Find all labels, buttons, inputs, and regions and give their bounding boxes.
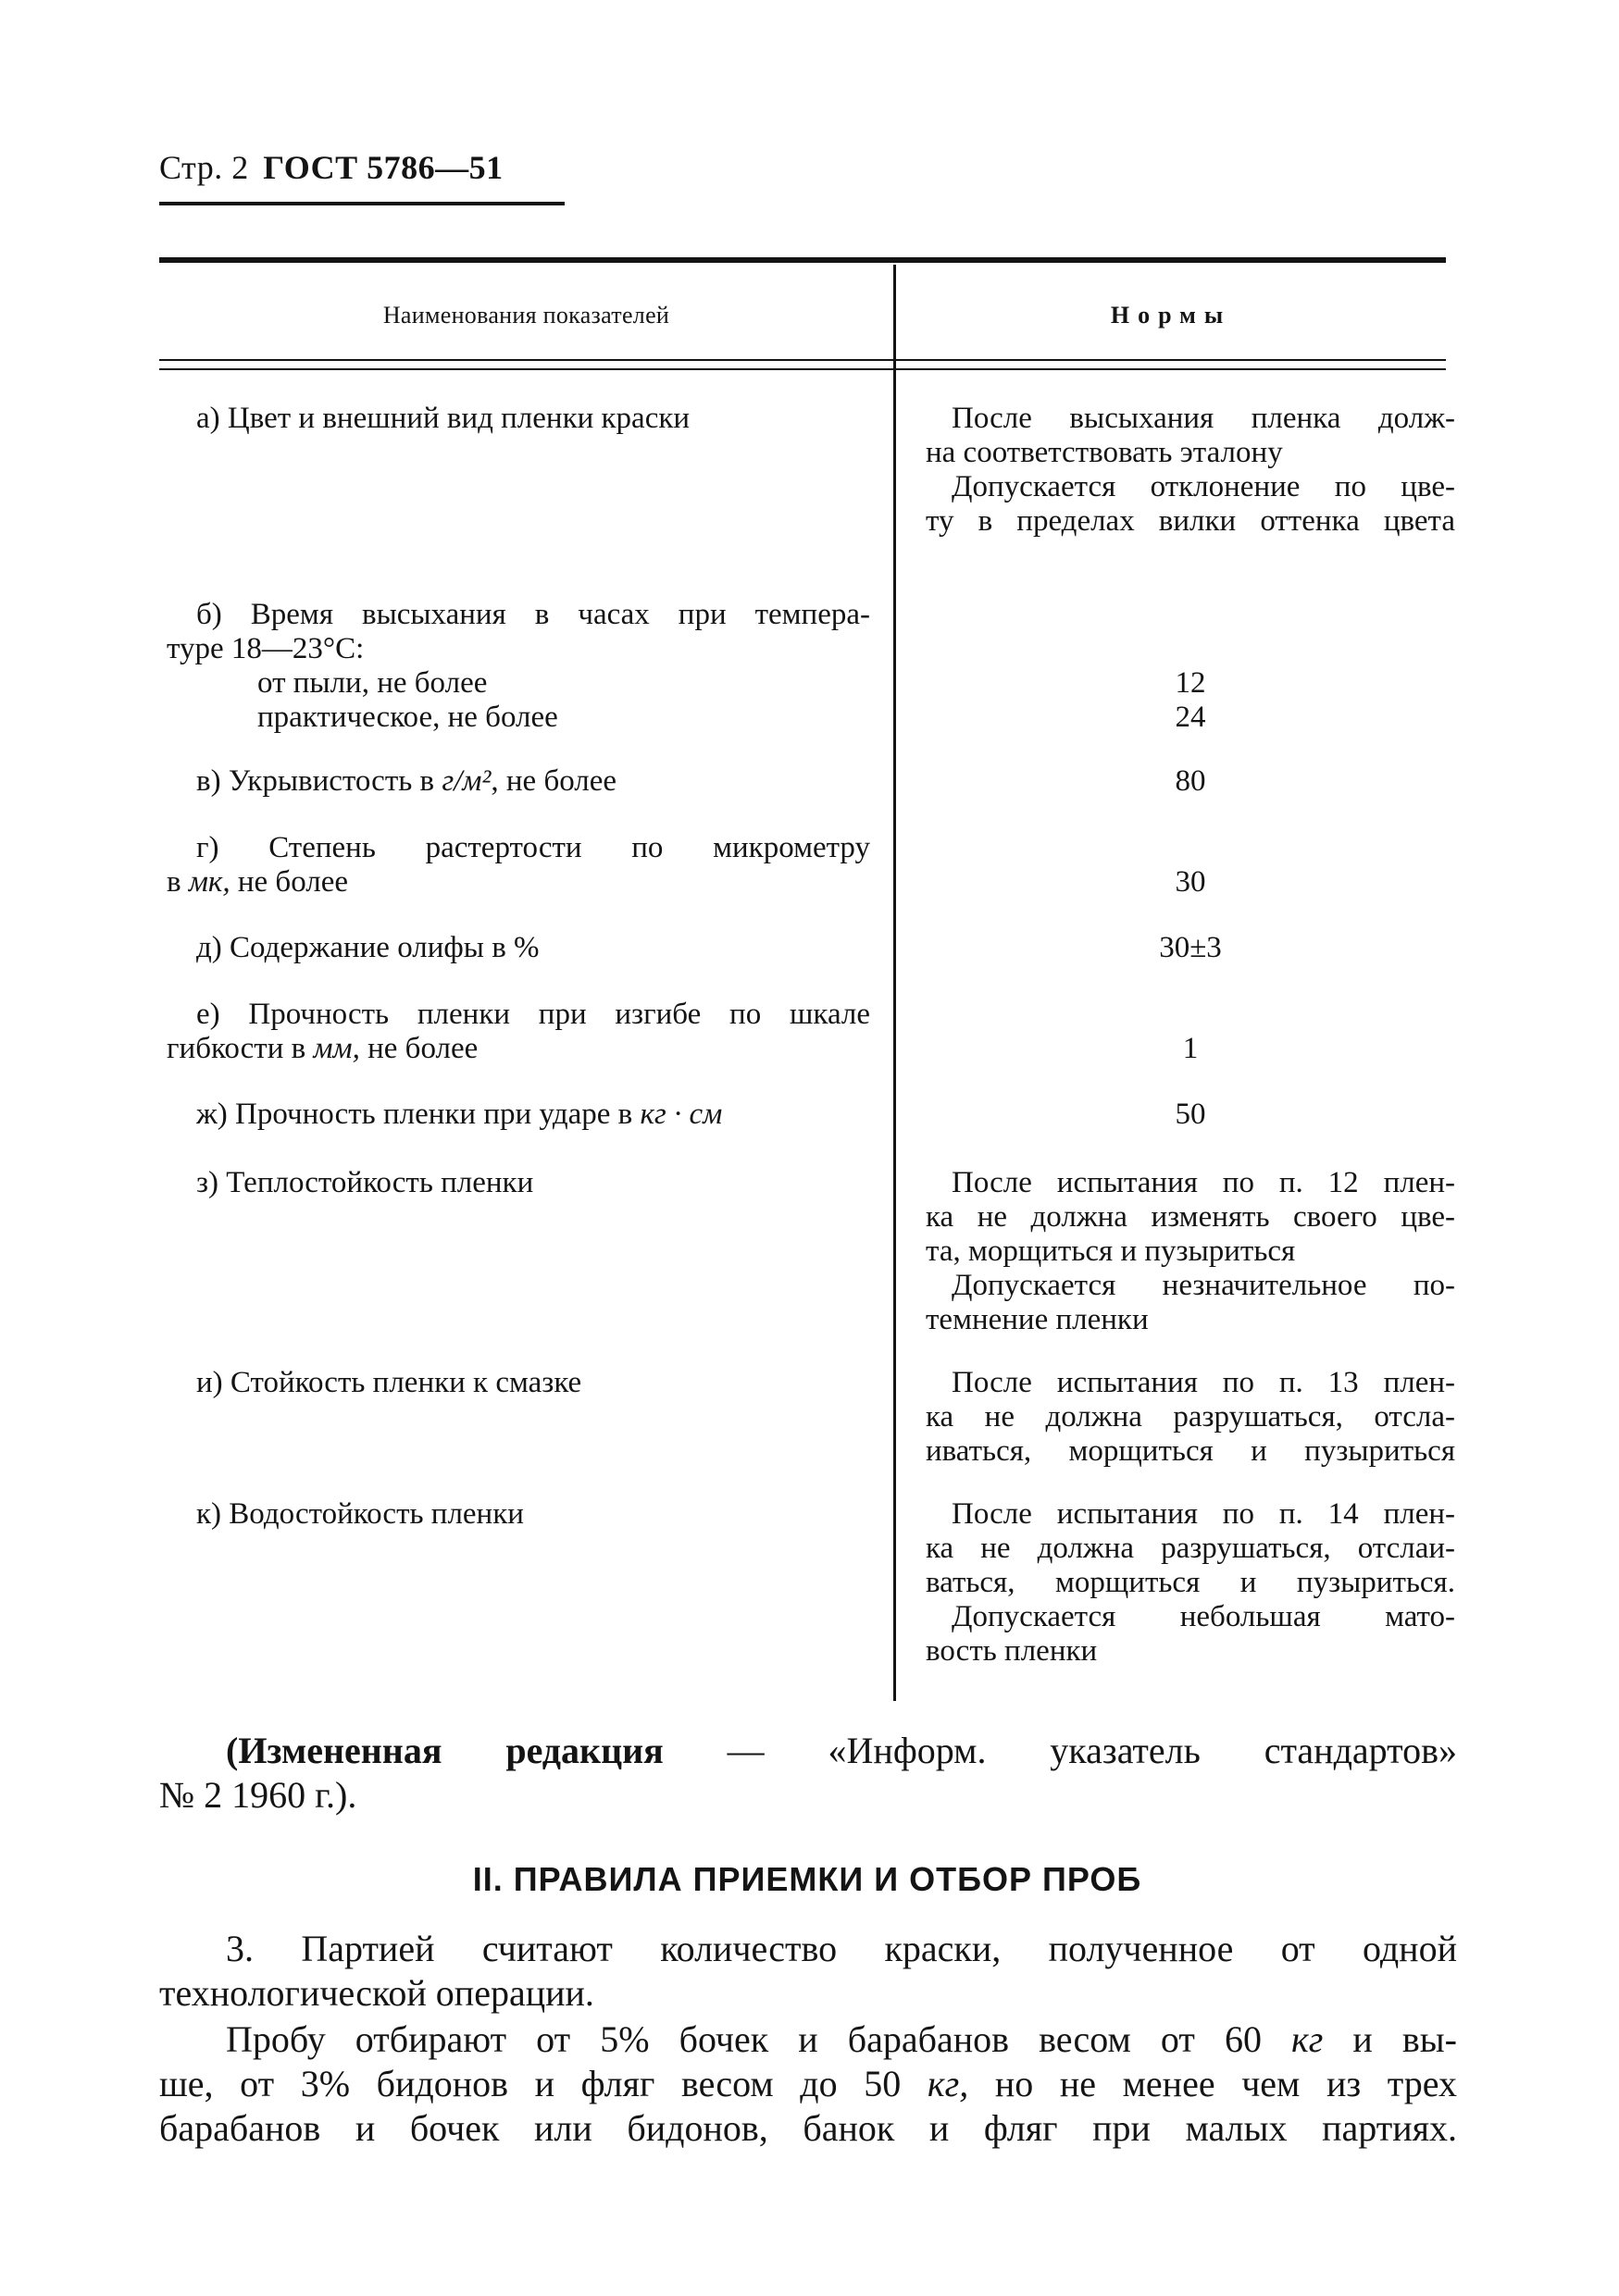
paragraph-3: 3. Партией считают количество краски, полученное от одной технологической операции. [159, 1928, 1457, 2014]
table-row-v-norm: 80 [1175, 764, 1206, 798]
table-row-i-norm: После испытания по п. 13 плен- ка не должна разрушаться, отсла- иваться, морщиться и пузыриться [926, 1366, 1455, 1468]
table-header-indicator: Наименования показателей [382, 302, 670, 329]
table-row-g-norm: 30 [1175, 865, 1206, 899]
table-row-d-indicator: д) Содержание олифы в % [196, 931, 540, 964]
standard-number: ГОСТ 5786—51 [263, 149, 504, 186]
table-top-rule [159, 257, 1446, 263]
table-header-rule [159, 368, 1446, 370]
unit-mm: мм, [313, 1032, 360, 1065]
table-row-b-norm-practical: 24 [1175, 701, 1206, 734]
unit-kg: кг [1291, 2018, 1324, 2060]
table-header-rule [159, 359, 1446, 361]
table-row-e-norm: 1 [1182, 1032, 1199, 1065]
table-row-a-indicator: а) Цвет и внешний вид пленки краски [196, 402, 691, 435]
section-title: II. ПРАВИЛА ПРИЕМКИ И ОТБОР ПРОБ [472, 1860, 1142, 1898]
table-row-k-indicator: к) Водостойкость пленки [196, 1497, 524, 1531]
table-row-b-indicator: б) Время высыхания в часах при темпера- туре 18—23°С: от пыли, не более практическое, не более [167, 598, 870, 734]
amendment-bold: (Измененная редакция [226, 1730, 664, 1771]
table-row-g-indicator: г) Степень растертости по микрометру в мк, не более [167, 831, 870, 899]
unit-kg-cm: кг · см [640, 1098, 723, 1131]
table-row-e-indicator: е) Прочность пленки при изгибе по шкале гибкости в мм, не более [167, 998, 870, 1065]
paragraph-4: Пробу отбирают от 5% бочек и барабанов весом от 60 кг и вы- ше, от 3% бидонов и фляг весом до 50 кг, но не менее чем из трех барабанов и бочек или бидонов, банок и фляг при малых партиях. [159, 2018, 1457, 2149]
unit-kg: кг, [927, 2063, 969, 2104]
page-header [159, 148, 504, 187]
table-row-d-norm: 30±3 [1159, 931, 1222, 964]
table-row-z-indicator: з) Теплостойкость пленки [196, 1166, 534, 1199]
table-row-k-norm: После испытания по п. 14 плен- ка не должна разрушаться, отслаи- ваться, морщиться и пузыриться. Допускается небольшая мато- вость пленки [926, 1497, 1455, 1668]
table-row-zh-indicator: ж) Прочность пленки при ударе в кг · см [196, 1098, 723, 1131]
table-row-b-norm-dust: 12 [1175, 666, 1206, 700]
table-column-divider [893, 265, 896, 1701]
table-row-i-indicator: и) Стойкость пленки к смазке [196, 1366, 582, 1399]
table-row-a-norm: После высыхания пленка долж- на соответствовать эталону Допускается отклонение по цве- ту в пределах вилки оттенка цвета [926, 402, 1455, 538]
unit-micron: мк, [188, 865, 230, 899]
page-number: Стр. 2 [159, 149, 249, 186]
amendment-note: (Измененная редакция — «Информ. указатель стандартов» № 2 1960 г.). [159, 1730, 1457, 1816]
unit-g-per-m2: г/м² [442, 764, 492, 798]
header-underline [159, 202, 565, 205]
table-row-z-norm: После испытания по п. 12 плен- ка не должна изменять своего цве- та, морщиться и пузыриться Допускается незначительное по- темнение пленки [926, 1166, 1455, 1336]
table-row-v-indicator: в) Укрывистость в г/м², не более [196, 764, 617, 798]
table-row-zh-norm: 50 [1175, 1098, 1206, 1131]
table-header-norm: Нормы [1110, 302, 1232, 329]
